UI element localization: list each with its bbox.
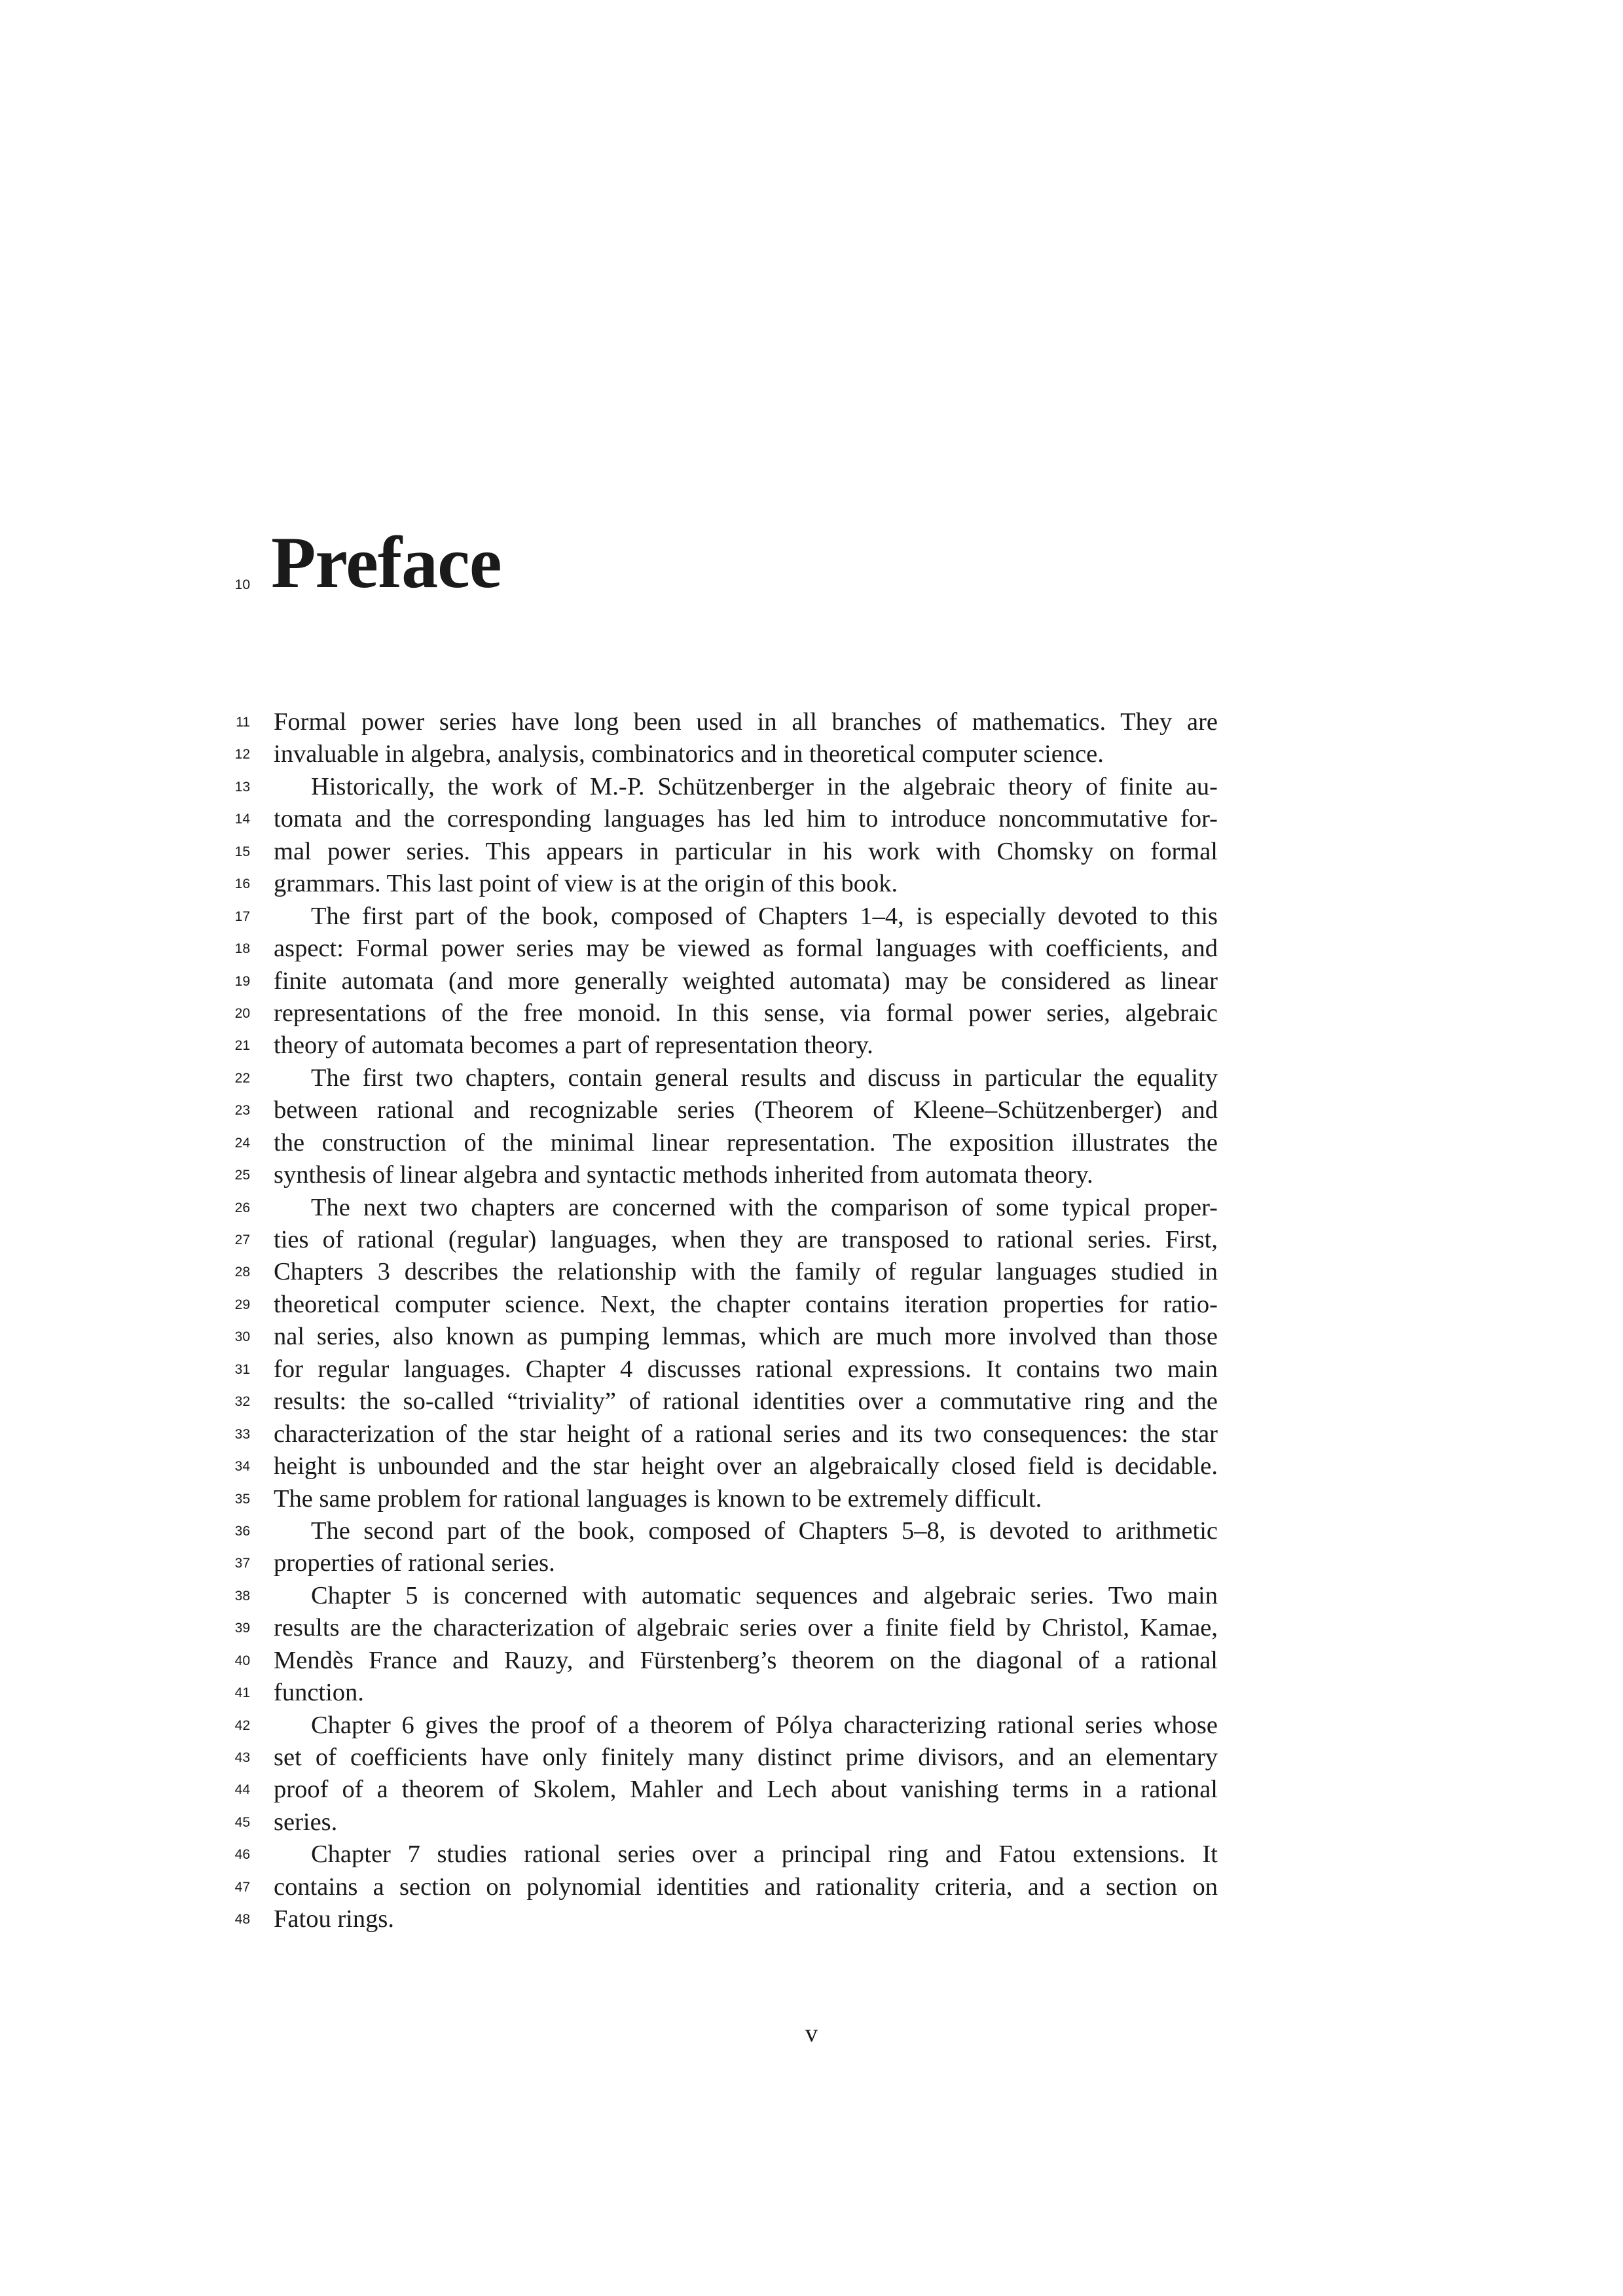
line-text: for regular languages. Chapter 4 discusses rational expressions. It contains two main: [274, 1355, 1218, 1383]
line-number: 46: [234, 1847, 250, 1863]
text-line: [223, 1256, 1244, 1288]
text-line: [223, 1645, 1244, 1677]
chapter-title: Preface: [271, 522, 501, 603]
line-text: properties of rational series.: [274, 1549, 555, 1577]
line-text: results: the so-called “triviality” of rational identities over a commutative ring and the: [274, 1388, 1218, 1416]
line-text: The second part of the book, composed of Chapters 5–8, is devoted to arithmetic: [311, 1516, 1218, 1545]
text-line: [223, 1515, 1244, 1547]
line-number: 32: [234, 1394, 250, 1410]
line-number: 44: [234, 1782, 250, 1798]
line-text: nal series, also known as pumping lemmas, which are much more involved than those: [274, 1323, 1218, 1351]
text-line: [223, 1062, 1244, 1094]
line-number: 37: [234, 1556, 250, 1571]
text-line: [223, 1289, 1244, 1321]
line-text: The next two chapters are concerned with the comparison of some typical proper-: [311, 1193, 1218, 1221]
text-line: [223, 1159, 1244, 1191]
line-number: 13: [234, 779, 250, 795]
line-text: function.: [274, 1679, 364, 1707]
line-number: 17: [234, 908, 250, 924]
text-line: [223, 1094, 1244, 1126]
line-text: Chapters 3 describes the relationship with the family of regular languages studied in: [274, 1258, 1218, 1286]
text-line: [223, 1903, 1244, 1935]
line-number: 41: [234, 1685, 250, 1701]
line-number: 36: [234, 1523, 250, 1539]
line-text: results are the characterization of algebraic series over a finite field by Christol, Kamae,: [274, 1614, 1218, 1642]
line-text: proof of a theorem of Skolem, Mahler and Lech about vanishing terms in a rational: [274, 1776, 1218, 1804]
text-line: [223, 1030, 1244, 1062]
line-text: the construction of the minimal linear representation. The exposition illustrates the: [274, 1128, 1218, 1157]
line-number: 10: [234, 577, 250, 592]
line-text: representations of the free monoid. In this sense, via formal power series, algebraic: [274, 999, 1218, 1027]
line-text: contains a section on polynomial identities and rationality criteria, and a section on: [274, 1873, 1218, 1901]
line-text: Chapter 7 studies rational series over a principal ring and Fatou extensions. It: [311, 1840, 1218, 1869]
line-number: 42: [234, 1717, 250, 1733]
line-text: mal power series. This appears in particular in his work with Chomsky on formal: [274, 837, 1218, 865]
line-number: 45: [234, 1814, 250, 1830]
line-text: Chapter 6 gives the proof of a theorem of Pólya characterizing rational series whose: [311, 1711, 1218, 1739]
line-number: 14: [234, 812, 250, 827]
line-number: 33: [234, 1426, 250, 1442]
line-text: set of coefficients have only finitely many distinct prime divisors, and an elementary: [274, 1744, 1218, 1771]
line-text: characterization of the star height of a rational series and its two consequences: the star: [274, 1420, 1218, 1448]
text-line: [223, 901, 1244, 933]
text-line: [223, 1192, 1244, 1224]
line-number: 39: [234, 1621, 250, 1636]
line-text: Mendès France and Rauzy, and Fürstenberg’s theorem on the diagonal of a rational: [274, 1646, 1218, 1674]
line-text: between rational and recognizable series (Theorem of Kleene–Schützenberger) and: [274, 1096, 1218, 1124]
text-line: [223, 1742, 1244, 1774]
line-number: 47: [234, 1879, 250, 1895]
line-number: 19: [234, 973, 250, 989]
line-text: finite automata (and more generally weighted automata) may be considered as linear: [274, 967, 1218, 995]
line-text: invaluable in algebra, analysis, combinatorics and in theoretical computer science.: [274, 740, 1104, 768]
line-text: theoretical computer science. Next, the chapter contains iteration properties for ratio-: [274, 1290, 1218, 1318]
line-text: ties of rational (regular) languages, when they are transposed to rational series. First,: [274, 1226, 1218, 1253]
text-line: [223, 1871, 1244, 1903]
text-line: [223, 1127, 1244, 1159]
line-text: The first part of the book, composed of Chapters 1–4, is especially devoted to this: [311, 902, 1218, 930]
text-line: [223, 803, 1244, 835]
text-line: [223, 1612, 1244, 1644]
line-text: tomata and the corresponding languages has led him to introduce noncommutative for-: [274, 805, 1218, 833]
text-line: [223, 1774, 1244, 1806]
line-number: 29: [234, 1297, 250, 1312]
text-line: [223, 1580, 1244, 1612]
text-line: [223, 836, 1244, 868]
line-number: 22: [234, 1070, 250, 1086]
line-number: 21: [234, 1038, 250, 1054]
line-number: 43: [234, 1750, 250, 1765]
line-number: 27: [234, 1232, 250, 1247]
text-line: [223, 1483, 1244, 1515]
line-number: 20: [234, 1005, 250, 1021]
line-number: 30: [234, 1329, 250, 1345]
line-number: 28: [234, 1265, 250, 1280]
line-text: grammars. This last point of view is at the origin of this book.: [274, 870, 898, 898]
line-number: 24: [234, 1135, 250, 1151]
text-line: [223, 868, 1244, 900]
line-text: synthesis of linear algebra and syntactic methods inherited from automata theory.: [274, 1161, 1093, 1189]
text-line: [223, 1386, 1244, 1418]
line-text: Fatou rings.: [274, 1905, 394, 1933]
line-number: 31: [234, 1361, 250, 1377]
text-line: [223, 1418, 1244, 1450]
text-line: [223, 997, 1244, 1030]
text-line: [223, 1450, 1244, 1482]
line-text: Historically, the work of M.-P. Schützenberger in the algebraic theory of finite au-: [311, 772, 1218, 800]
text-line: [223, 706, 1244, 738]
text-line: [223, 1710, 1244, 1742]
text-line: [223, 933, 1244, 965]
line-text: height is unbounded and the star height over an algebraically closed field is decidable.: [274, 1452, 1218, 1480]
text-line: [223, 1677, 1244, 1709]
chapter-heading: [223, 517, 1270, 609]
line-number: 16: [234, 876, 250, 892]
text-line: [223, 1224, 1244, 1256]
text-line: [223, 1354, 1244, 1386]
line-number: 15: [234, 844, 250, 859]
line-number: 11: [236, 715, 250, 730]
text-line: [223, 738, 1244, 770]
line-text: aspect: Formal power series may be viewed as formal languages with coefficients, and: [274, 935, 1218, 963]
line-number: 26: [234, 1200, 250, 1215]
line-number: 25: [234, 1168, 250, 1183]
line-number: 48: [234, 1912, 250, 1928]
line-text: The first two chapters, contain general results and discuss in particular the equality: [311, 1064, 1218, 1092]
line-number: 12: [234, 747, 250, 762]
line-number: 40: [234, 1653, 250, 1668]
line-text: Formal power series have long been used in all branches of mathematics. They are: [274, 708, 1218, 736]
text-line: [223, 1321, 1244, 1353]
line-text: Chapter 5 is concerned with automatic sequences and algebraic series. Two main: [311, 1581, 1218, 1609]
text-line: [223, 1806, 1244, 1839]
line-text: theory of automata becomes a part of representation theory.: [274, 1031, 873, 1060]
page-number: v: [805, 2020, 818, 2047]
line-number: 34: [234, 1459, 250, 1475]
text-line: [223, 771, 1244, 803]
preface-body: [223, 706, 1244, 1936]
line-number: 35: [234, 1491, 250, 1507]
line-number: 18: [234, 941, 250, 957]
text-line: [223, 1839, 1244, 1871]
text-line: [223, 965, 1244, 997]
line-number: 38: [234, 1588, 250, 1604]
line-text: series.: [274, 1808, 338, 1836]
line-text: The same problem for rational languages is known to be extremely difficult.: [274, 1484, 1042, 1513]
line-number: 23: [234, 1103, 250, 1119]
text-line: [223, 1547, 1244, 1579]
